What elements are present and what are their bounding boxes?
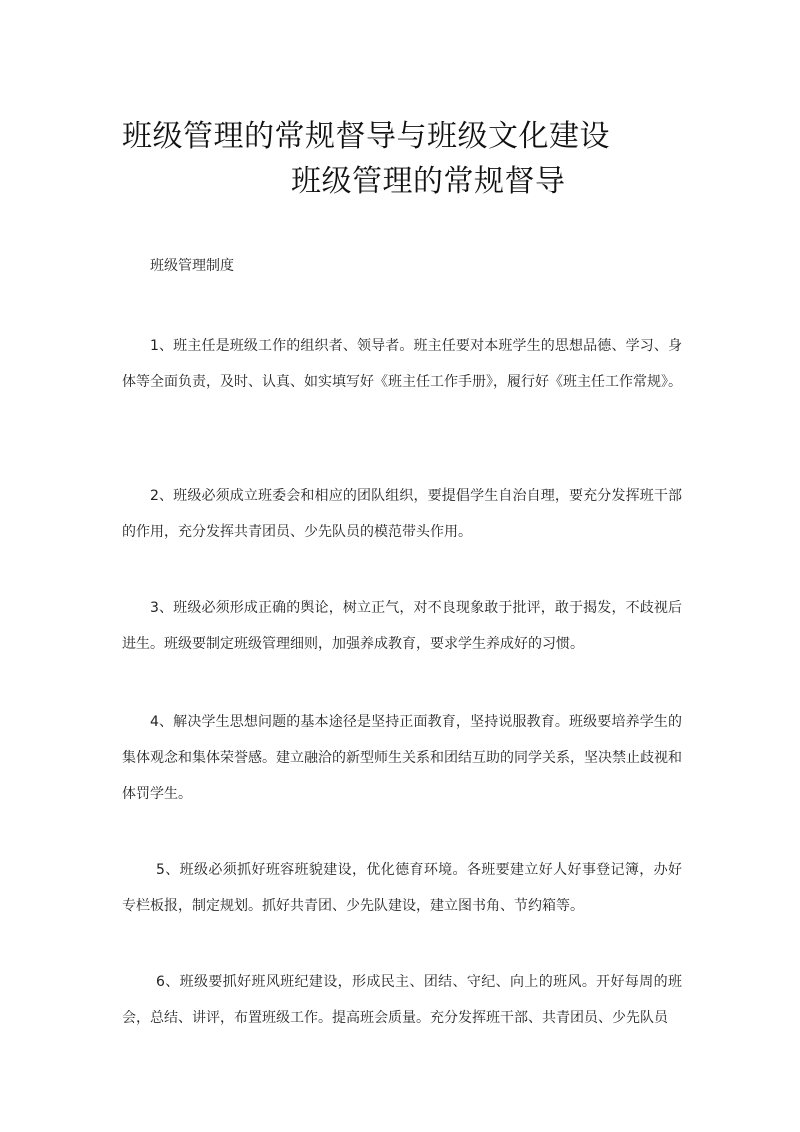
paragraph-5: 5、班级必须抓好班容班貌建设，优化德育环境。各班要建立好人好事登记簿，办好专栏板报，制定规划。抓好共青团、少先队建设，建立图书角、节约箱等。 [122,862,682,914]
section-heading: 班级管理制度 [150,258,234,274]
paragraph-6: 6、班级要抓好班风班纪建设，形成民主、团结、守纪、向上的班风。开好每周的班会，总结、讲评，布置班级工作。提高班会质量。充分发挥班干部、共青团员、少先队员 [122,974,682,1026]
paragraph-4: 4、解决学生思想问题的基本途径是坚持正面教育，坚持说服教育。班级要培养学生的集体观念和集体荣誉感。建立融洽的新型师生关系和团结互助的同学关系，坚决禁止歧视和体罚学生。 [122,714,682,802]
document-subtitle: 班级管理的常规督导 [291,164,566,199]
paragraph-1: 1、班主任是班级工作的组织者、领导者。班主任要对本班学生的思想品德、学习、身体等全面负责，及时、认真、如实填写好《班主任工作手册》，履行好《班主任工作常规》。 [122,338,682,390]
paragraph-2: 2、班级必须成立班委会和相应的团队组织，要提倡学生自治自理，要充分发挥班干部的作用，充分发挥共青团员、少先队员的模范带头作用。 [122,488,682,540]
document-title: 班级管理的常规督导与班级文化建设 [122,119,610,154]
paragraph-3: 3、班级必须形成正确的舆论，树立正气，对不良现象敢于批评，敢于揭发，不歧视后进生。班级要制定班级管理细则，加强养成教育，要求学生养成好的习惯。 [122,600,682,652]
